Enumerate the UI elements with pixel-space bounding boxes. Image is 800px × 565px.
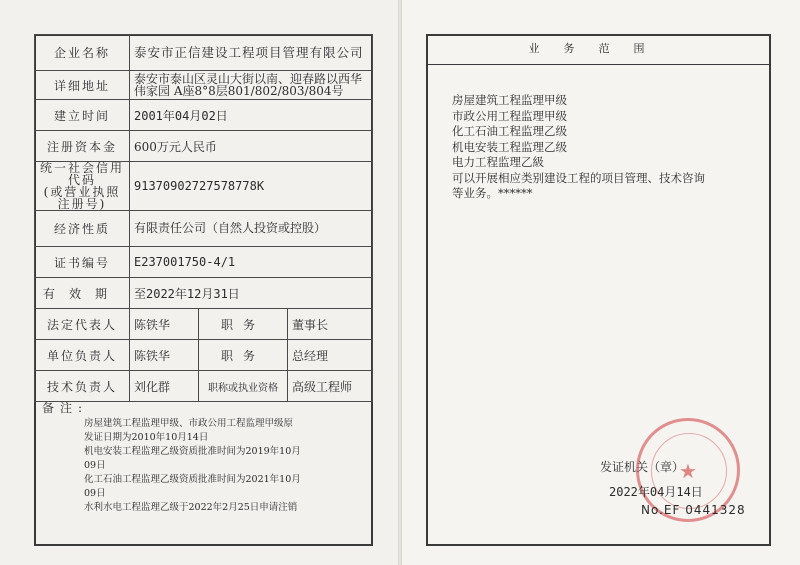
address-value: 泰安市泰山区灵山大街以南、迎春路以西华伟家园 A座8°8层801/802/803/804号 (130, 71, 373, 100)
company-info-table (34, 34, 373, 402)
company-name-label: 企业名称 (35, 35, 130, 71)
certificate-serial-number: No.EF 0441328 (641, 503, 746, 517)
credit-code-value: 91370902727578778K (130, 162, 373, 211)
credit-code-label-sub: (或营业执照注册号) (43, 185, 121, 211)
issue-date: 2022年04月14日 (609, 485, 703, 499)
certificate-number-value: E237001750-4/1 (130, 247, 373, 278)
unit-head-position-label: 职务 (199, 340, 288, 371)
remarks-line: 机电安装工程监理乙级资质批准时间为2019年10月 (84, 446, 301, 457)
remarks-line: 09日 (84, 460, 106, 471)
tech-head-label: 技术负责人 (35, 371, 130, 402)
capital-value: 600万元人民币 (130, 131, 373, 162)
company-name-value: 泰安市正信建设工程项目管理有限公司 (130, 35, 373, 71)
remarks-line: 化工石油工程监理乙级资质批准时间为2021年10月 (84, 474, 301, 485)
scope-line: 房屋建筑工程监理甲级 (452, 93, 567, 107)
remarks-body (84, 417, 369, 515)
business-scope-title: 业务范围 (426, 34, 771, 65)
remarks-line: 09日 (84, 488, 106, 499)
seal-star-icon: ★ (679, 459, 697, 483)
capital-label: 注册资本金 (35, 131, 130, 162)
legal-rep-label: 法定代表人 (35, 309, 130, 340)
tech-head-value: 刘化群 (130, 371, 199, 402)
legal-rep-position-label: 职务 (199, 309, 288, 340)
issuing-authority: 发证机关（章） (600, 460, 685, 474)
established-label: 建立时间 (35, 100, 130, 131)
address-label: 详细地址 (35, 71, 130, 100)
tech-qualification-label: 职称或执业资格 (199, 371, 288, 402)
unit-head-label: 单位负责人 (35, 340, 130, 371)
credit-code-label-main: 统一社会信用代码 (39, 161, 124, 187)
credit-code-label (35, 162, 130, 211)
unit-head-position-value: 总经理 (288, 340, 373, 371)
validity-label: 有效期 (35, 278, 130, 309)
economic-nature-label: 经济性质 (35, 211, 130, 247)
tech-qualification-value: 高级工程师 (288, 371, 373, 402)
business-scope-list (452, 93, 752, 202)
legal-rep-position-value: 董事长 (288, 309, 373, 340)
scope-line: 电力工程监理乙級 (452, 155, 544, 169)
scope-line: 市政公用工程监理甲级 (452, 108, 567, 123)
unit-head-value: 陈铁华 (130, 340, 199, 371)
certificate-number-label: 证书编号 (35, 247, 130, 278)
scope-line: 机电安装工程监理乙级 (452, 139, 567, 154)
remarks-title: 备注: (42, 401, 89, 415)
scope-line: 等业务。****** (452, 186, 533, 200)
remarks-line: 发证日期为2010年10月14日 (84, 432, 209, 443)
economic-nature-value: 有限责任公司（自然人投资或控股） (130, 211, 373, 247)
remarks-line: 水利水电工程监理乙级于2022年2月25日申请注销 (84, 502, 298, 513)
remarks-line: 房屋建筑工程监理甲级、市政公用工程监理甲级原 (84, 418, 294, 429)
validity-value: 至2022年12月31日 (130, 278, 373, 309)
established-value: 2001年04月02日 (130, 100, 373, 131)
scope-line: 化工石油工程监理乙级 (452, 124, 567, 138)
legal-rep-value: 陈铁华 (130, 309, 199, 340)
scope-line: 可以开展相应类别建设工程的项目管理、技术咨询 (452, 170, 705, 185)
remarks-section (34, 395, 373, 546)
